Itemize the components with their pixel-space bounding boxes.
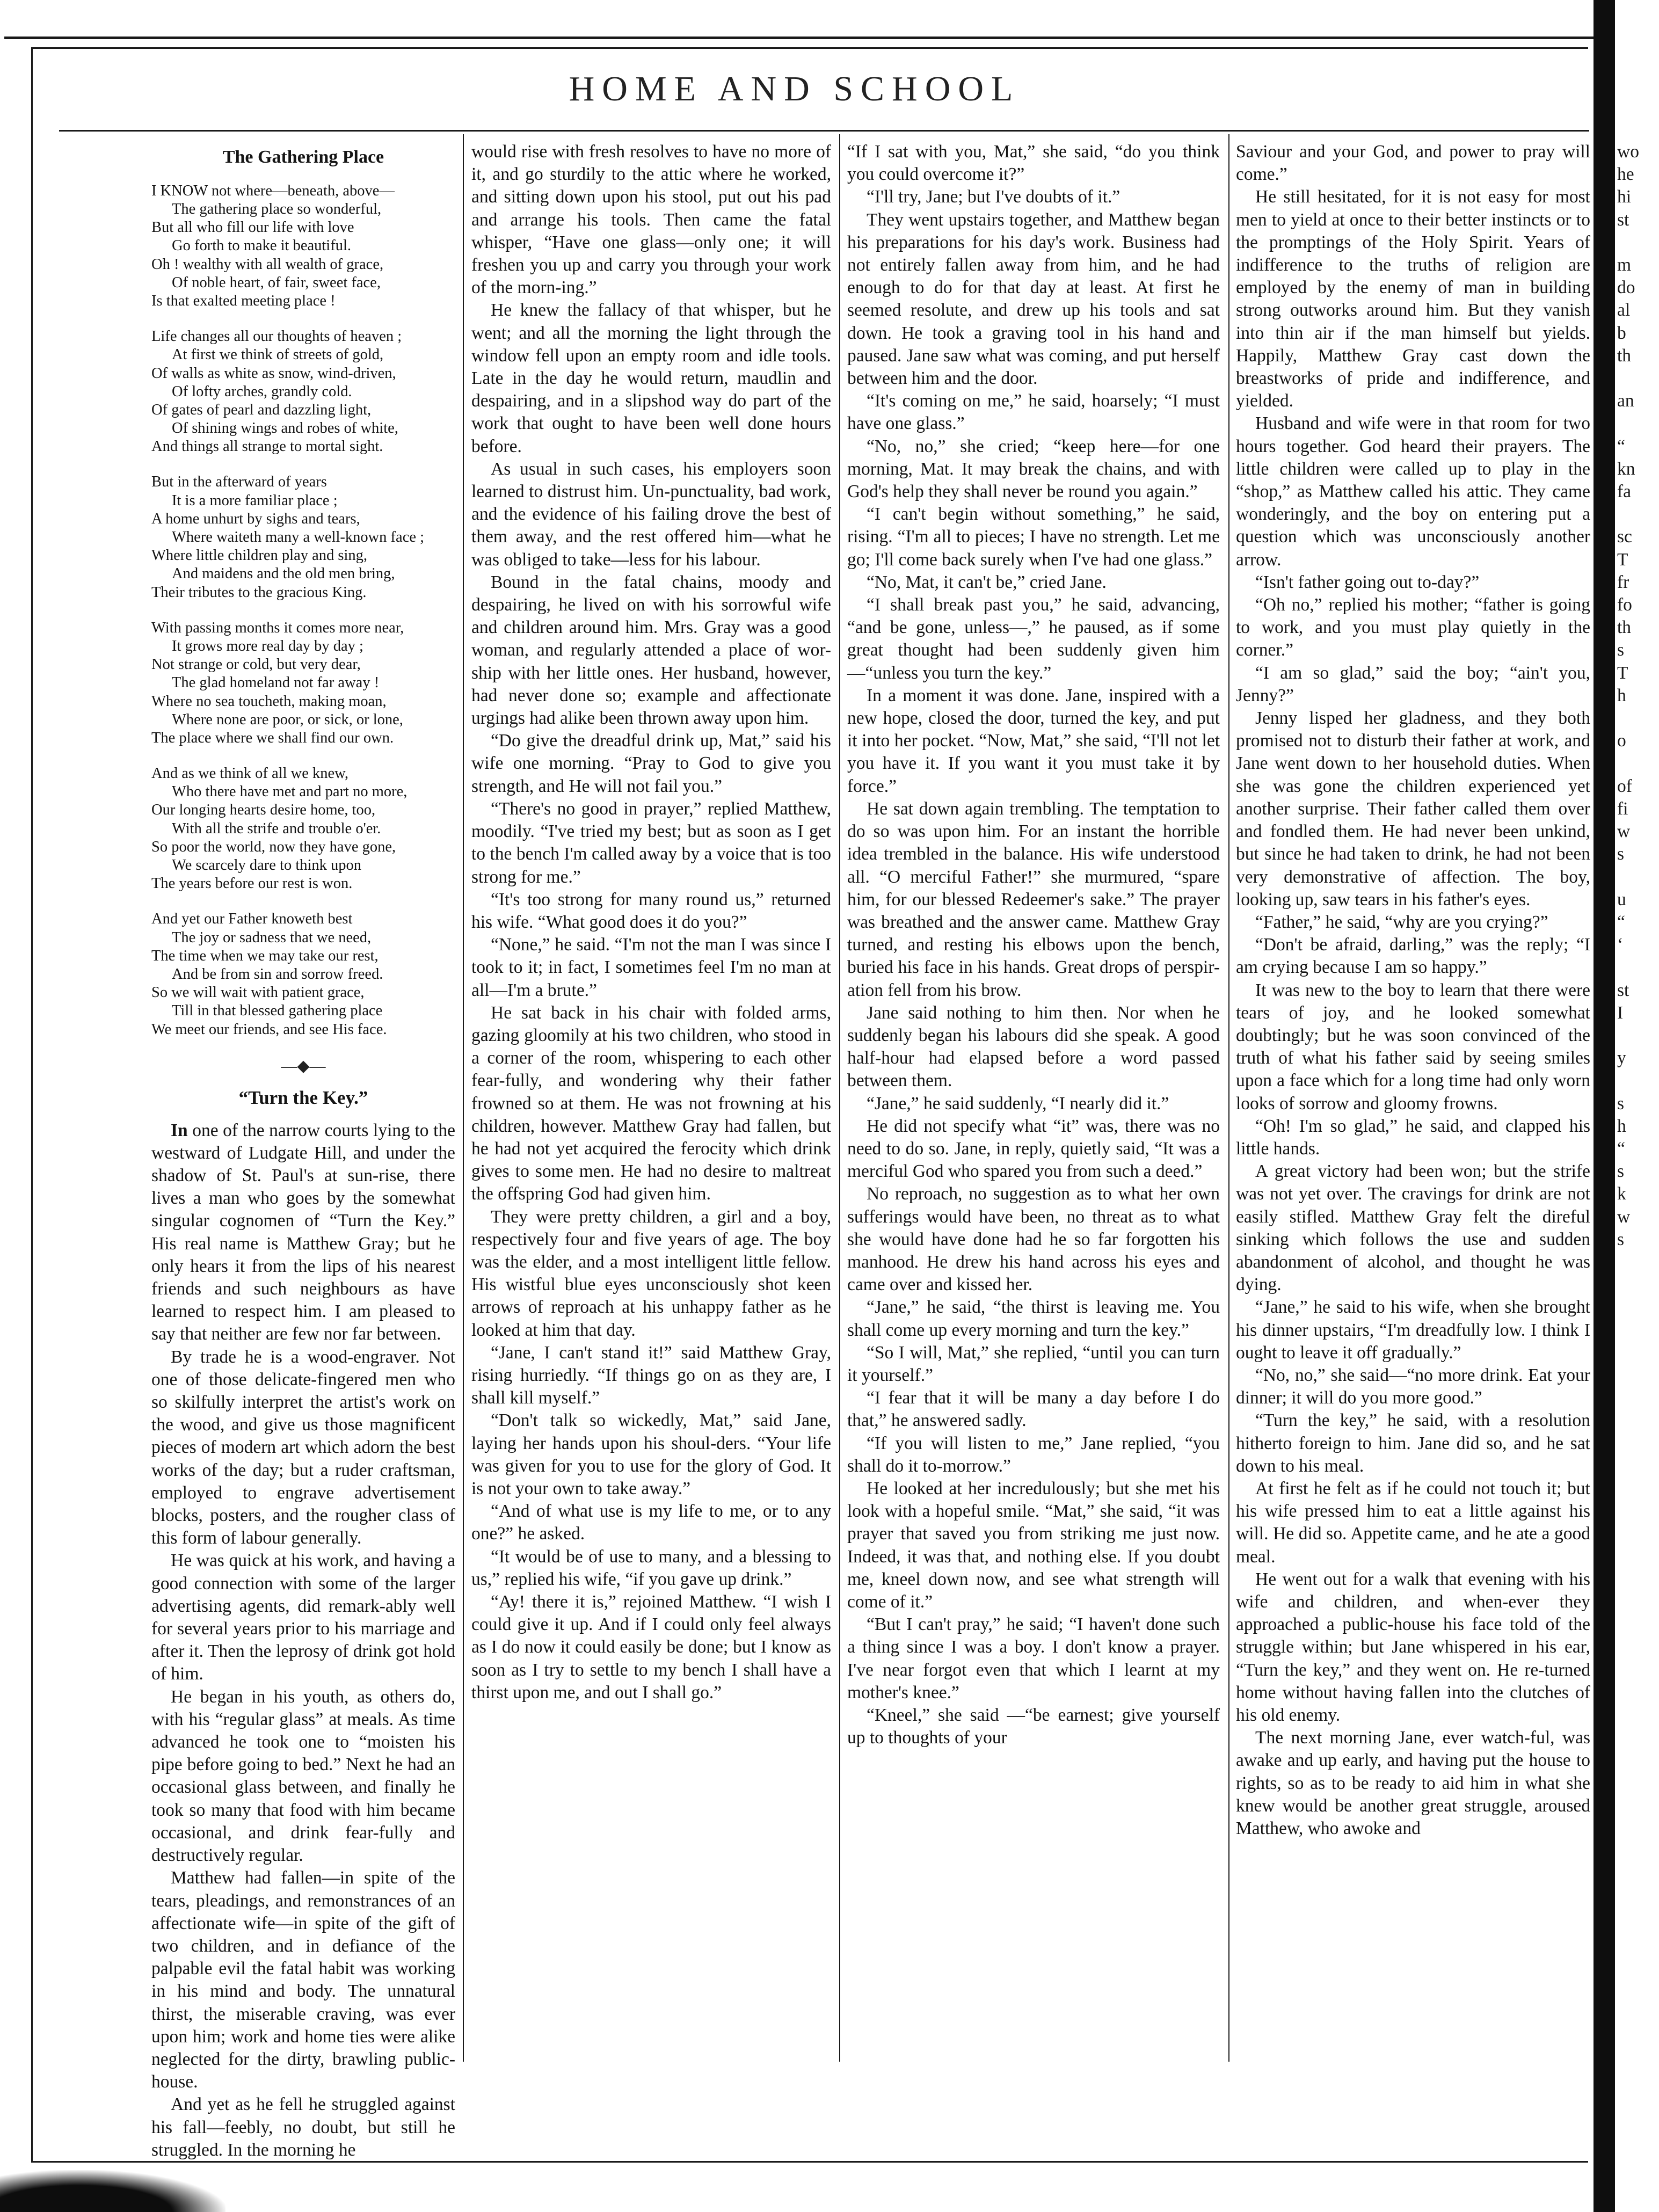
story-paragraph: “I shall break past you,” he said, advancing, “and be gone, unless—,” he paused, as if some great thought had been suddenly given him—“unless you turn the key.” — [847, 595, 1220, 683]
story-column-3 — [847, 141, 1220, 1749]
story-paragraph: would rise with fresh resolves to have no more of it, and go sturdily to the attic where he worked, and sitting down upon his stool, put out his pad and arrange his tools. Then came the fatal whisper, “Have one glass—only one; it will freshen you up and carry you through your work of the morn-ing.” — [471, 142, 831, 298]
poem-line: And as we think of all we knew, — [151, 765, 348, 782]
frame-left-rule — [31, 47, 33, 2163]
edge-fragment: h — [1617, 685, 1626, 705]
poem-line: We scarcely dare to think upon — [172, 857, 362, 874]
edge-fragment: al — [1617, 300, 1631, 321]
ink-smudge — [0, 2170, 225, 2212]
story-dropcap: In — [171, 1120, 188, 1140]
story-paragraph: “Oh! I'm so glad,” he said, and clapped his little hands. — [1236, 1116, 1590, 1159]
edge-fragment — [1617, 1069, 1659, 1092]
poem-line: A home unhurt by sighs and tears, — [151, 510, 360, 527]
story-paragraph — [151, 1119, 455, 1346]
story-paragraph: He sat back in his chair with folded arms, gazing gloomily at his two children, who stood in a corner of the room, whispering to each other fear-fully, and wondering why their father frowned so at them. He was not frowning at his children, however. Matthew Gray had fallen, but he had not yet acquired the ferocity which drink gives to some men. He had no desire to maltreat the offspring God had given him. — [471, 1002, 831, 1204]
story-paragraph: He still hesitated, for it is not easy for most men to yield at once to their better instincts or to the promptings of the Holy Spirit. Years of indifference to the truths of religion are employed by the enemy of man in building strong outworks around him. But they vanish into thin air if the man himself but yields. Happily, Matthew Gray cast down the breastworks of pride and indifference, and yielded. — [1236, 187, 1590, 411]
story-column-1 — [151, 1119, 455, 2162]
poem-line: Of lofty arches, grandly cold. — [172, 383, 352, 400]
story-paragraph: No reproach, no suggestion as to what her own sufferings would have been, no threat as to what she would have done had he so far forgotten his manhood. He drew his hand across his eyes and came over and kissed her. — [847, 1184, 1220, 1295]
edge-fragment: T — [1617, 549, 1628, 570]
story-paragraph-text: one of the narrow courts lying to the westward of Ludgate Hill, and under the shadow of St. Paul's at sun-rise, there lives a man who goes by the somewhat singular cognomen of “Turn the Key.” His real name is Matthew Gray; but he only hears it from the lips of his nearest friends and such neighbours as have learned to respect him. I am pleased to say that neither are few nor far between. — [151, 1120, 455, 1344]
poem-line: The time when we may take our rest, — [151, 947, 379, 964]
poem-line: Their tributes to the gracious King. — [151, 584, 367, 601]
edge-fragment: s — [1617, 640, 1625, 660]
poem-stanza — [151, 473, 455, 601]
adjacent-page-fragment — [1617, 141, 1659, 2057]
story-paragraph: Husband and wife were in that room for two hours together. God heard their prayers. The little children were called up to play in the “shop,” as Matthew called his attic. They came wonderingly, and the boy on entering put a question which was unconsciously another arrow. — [1236, 413, 1590, 570]
story-paragraph: He looked at her incredulously; but she met his look with a hopeful smile. “Mat,” she said, “it was prayer that saved you from striking me just now. Indeed, it was that, and nothing else. If you doubt me, kneel down now, and see what strength will come of it.” — [847, 1478, 1220, 1612]
story-paragraph: “Jane,” he said to his wife, when she brought his dinner upstairs, “I'm dreadfully low. I think I ought to leave it off gradually.” — [1236, 1297, 1590, 1363]
edge-fragment: an — [1617, 391, 1634, 411]
edge-fragment: k — [1617, 1184, 1626, 1204]
poem-line: Where waiteth many a well-known face ; — [172, 529, 425, 546]
page-gutter-shadow — [1593, 0, 1615, 2212]
story-paragraph: “It's too strong for many round us,” returned his wife. “What good does it do you?” — [471, 889, 831, 932]
story-paragraph: “No, Mat, it can't be,” cried Jane. — [867, 572, 1107, 592]
story-paragraph: He did not specify what “it” was, there was no need to do so. Jane, in reply, quietly said, “It was a merciful God who spared you from such a deed.” — [847, 1116, 1220, 1182]
poem-line: Who there have met and part no more, — [172, 783, 408, 801]
poem-line: The joy or sadness that we need, — [172, 929, 372, 946]
edge-fragment — [1617, 231, 1659, 254]
story-paragraph: He began in his youth, as others do, with his “regular glass” at meals. As time advanced he took one to “moisten his pipe before going to bed.” Next he had an occasional glass between, and finally he took so many that food with him became occasional, and drink fear-fully and destructively regular. — [151, 1686, 455, 1866]
edge-fragment: w — [1617, 821, 1631, 842]
poem-line: At first we think of streets of gold, — [172, 346, 384, 363]
story-paragraph: “It's coming on me,” he said, hoarsely; “I must have one glass.” — [847, 391, 1220, 434]
column-4 — [1236, 141, 1590, 2057]
story-paragraph: It was new to the boy to learn that there were tears of joy, and he looked somewhat doubtingly; but he was soon convinced of the truth of what his father said by seeing smiles upon a face which for a long time had only worn looks of sorrow and gloomy frowns. — [1236, 980, 1590, 1114]
edge-fragment: b — [1617, 323, 1626, 343]
story-paragraph: “None,” he said. “I'm not the man I was since I took to it; in fact, I sometimes feel I'm no man at all—I'm a brute.” — [471, 935, 831, 1000]
edge-fragment — [1617, 1024, 1659, 1047]
poem-line: Oh ! wealthy with all wealth of grace, — [151, 256, 384, 273]
poem-line: And yet our Father knoweth best — [151, 911, 353, 928]
poem-line: It is a more familiar place ; — [172, 492, 338, 509]
poem-line: The years before our rest is won. — [151, 875, 353, 892]
column-2 — [471, 141, 831, 2057]
poem-line: We meet our friends, and see His face. — [151, 1021, 387, 1038]
story-paragraph: “I fear that it will be many a day before I do that,” he answered sadly. — [847, 1388, 1220, 1431]
poem-line: Of noble heart, of fair, sweet face, — [172, 274, 381, 291]
edge-fragment: o — [1617, 731, 1626, 751]
poem-line: Where none are poor, or sick, or lone, — [172, 711, 403, 728]
story-column-4 — [1236, 141, 1590, 1840]
section-ornament: —◆— — [281, 1057, 326, 1075]
edge-fragment: s — [1617, 844, 1625, 864]
masthead-rule — [59, 130, 1589, 132]
story-paragraph: “Turn the key,” he said, with a resolution hitherto foreign to him. Jane did so, and he sat down to his meal. — [1236, 1410, 1590, 1476]
story-paragraph: “There's no good in prayer,” replied Matthew, moodily. “I've tried my best; but as soon as I get to the bench I'm called away by a voice that is too strong for me.” — [471, 798, 831, 887]
poem-line: Till in that blessed gathering place — [172, 1002, 383, 1020]
story-paragraph: “And of what use is my life to me, or to any one?” he asked. — [471, 1501, 831, 1544]
column-rule-2 — [839, 134, 840, 2062]
poem-body — [151, 182, 455, 1039]
edge-fragment — [1617, 866, 1659, 889]
story-paragraph: At first he felt as if he could not touch it; but his wife pressed him to eat a little against his will. He did so. Appetite came, and he ate a good meal. — [1236, 1478, 1590, 1567]
story-paragraph: The next morning Jane, ever watch-ful, was awake and up early, and having put the house to rights, so as to be ready to aid him in what she knew would be another great struggle, aroused Matthew, who awoke and — [1236, 1728, 1590, 1839]
edge-fragment: st — [1617, 209, 1629, 230]
top-edge-line — [4, 37, 1593, 39]
edge-fragment: u — [1617, 889, 1626, 909]
story-paragraph: “Ay! there it is,” rejoined Matthew. “I wish I could give it up. And if I could only feel always as I do now it could easily be done; but I know as soon as I try to settle to my bench I shall have a thirst upon me, and out I shall go.” — [471, 1592, 831, 1702]
story-paragraph: He was quick at his work, and having a good connection with some of the larger advertising agents, did remark-ably well for several years prior to his marriage and after it. Then the leprosy of drink got hold of him. — [151, 1551, 455, 1684]
story-paragraph: He knew the fallacy of that whisper, but he went; and all the morning the light through the window fell upon an empty room and idle tools. Late in the day he would return, maudlin and despairing, and in a slipshod way do part of the work that ought to have been well done hours before. — [471, 300, 831, 456]
poem-line: Where little children play and sing, — [151, 547, 368, 564]
edge-fragment: wo — [1617, 142, 1639, 162]
edge-fragment — [1617, 956, 1659, 979]
poem-line: Of gates of pearl and dazzling light, — [151, 401, 372, 418]
edge-fragment: s — [1617, 1093, 1625, 1114]
story-paragraph: Jane said nothing to him then. Nor when he suddenly began his labours did she speak. A good half-hour had elapsed before a word passed between them. — [847, 1002, 1220, 1091]
story-paragraph: “I am so glad,” said the boy; “ain't you, Jenny?” — [1236, 663, 1590, 705]
story-paragraph: He went out for a walk that evening with his wife and children, and when-ever they approached a public-house his face told of the struggle within; but Jane whispered in his ear, “Turn the key,” and they went on. He re-turned home without having fallen into the clutches of his old enemy. — [1236, 1569, 1590, 1726]
column-3 — [847, 141, 1220, 2057]
poem-line: Is that exalted meeting place ! — [151, 292, 336, 309]
edge-fragment: st — [1617, 980, 1629, 1000]
poem-line: With all the strife and trouble o'er. — [172, 820, 381, 837]
edge-fragment — [1617, 367, 1659, 390]
masthead-title: HOME AND SCHOOL — [569, 69, 1021, 108]
story-paragraph: “Jane,” he said suddenly, “I nearly did it.” — [867, 1093, 1169, 1114]
edge-fragment: ‘ — [1617, 935, 1624, 955]
poem-line: Where no sea toucheth, making moan, — [151, 693, 387, 710]
edge-fragment: y — [1617, 1048, 1626, 1068]
poem-stanza — [151, 328, 455, 456]
edge-fragment: he — [1617, 164, 1634, 185]
column-1 — [151, 141, 455, 2160]
edge-fragment: fo — [1617, 595, 1632, 615]
edge-fragment: fr — [1617, 572, 1629, 592]
poem-stanza — [151, 182, 455, 310]
poem-line: So we will wait with patient grace, — [151, 984, 365, 1001]
poem-line: So poor the world, now they have gone, — [151, 838, 396, 855]
story-paragraph: “Jane, I can't stand it!” said Matthew Gray, rising hurriedly. “If things go on as they are, I shall kill myself.” — [471, 1342, 831, 1408]
story-paragraph: By trade he is a wood-engraver. Not one of those delicate-fingered men who so skilfully interpret the artist's work on the wood, and give us those magnificent pieces of modern art which adorn the best works of the day; but a ruder craftsman, employed to engrave advertisement blocks, posters, and the rougher class of this form of labour generally. — [151, 1347, 455, 1548]
edge-fragment: sc — [1617, 527, 1632, 547]
story-paragraph: As usual in such cases, his employers soon learned to distrust him. Un-punctuality, bad work, and the evidence of his failing drove the best of them away, and the rest offered him—what he was obliged to take—less for his labour. — [471, 459, 831, 570]
poem-title: The Gathering Place — [222, 147, 384, 167]
edge-fragment: “ — [1617, 436, 1625, 456]
frame-top-rule — [31, 47, 1588, 49]
story-paragraph: “No, no,” she cried; “keep here—for one morning, Mat. It may break the chains, and with God's help they shall never be round you again.” — [847, 436, 1220, 502]
story-paragraph: “Kneel,” she said —“be earnest; give yourself up to thoughts of your — [847, 1705, 1220, 1748]
poem-line: And be from sin and sorrow freed. — [172, 965, 383, 983]
column-rule-3 — [1228, 134, 1229, 2062]
poem-stanza — [151, 619, 455, 747]
story-paragraph: “Jane,” he said, “the thirst is leaving me. You shall come up every morning and turn the key.” — [847, 1297, 1220, 1340]
story-paragraph: They went upstairs together, and Matthew began his preparations for his day's work. Business had not entirely fallen away from him, and he had enough to do for that day at least. At first he seemed resolute, and drew up his tools and sat down. He took a graving tool in his hand and paused. Jane saw what was coming, and put herself between him and the door. — [847, 209, 1220, 389]
story-paragraph: “If you will listen to me,” Jane replied, “you shall do it to-morrow.” — [847, 1433, 1220, 1476]
poem-line: The gathering place so wonderful, — [172, 201, 382, 218]
poem-line: I KNOW not where—beneath, above— — [151, 182, 395, 199]
poem-line: Of shining wings and robes of white, — [172, 420, 398, 437]
edge-fragment: T — [1617, 663, 1628, 683]
story-paragraph: “No, no,” she said—“no more drink. Eat your dinner; it will do you more good.” — [1236, 1365, 1590, 1408]
story-paragraph: Bound in the fatal chains, moody and despairing, he lived on with his sorrowful wife and children around him. Mrs. Gray was a good woman, and regularly attended a place of wor-ship with her little ones. Her husband, however, had never done so; example and affectionate urgings had alike been thrown away upon him. — [471, 572, 831, 729]
poem-stanza — [151, 910, 455, 1038]
edge-fragment — [1617, 503, 1659, 526]
poem-line: The place where we shall find our own. — [151, 729, 394, 746]
column-rule-1 — [463, 134, 464, 2062]
edge-fragment: fi — [1617, 798, 1628, 819]
story-paragraph: Jenny lisped her gladness, and they both promised not to disturb their father at work, and Jane went down to her household duties. When she was gone the children experienced yet another surprise. Their father called them over and fondled them. He had never been unkind, but since he had taken to drink, he had not been very demonstrative of affection. The boy, looking up, saw tears in his father's eyes. — [1236, 708, 1590, 909]
edge-fragment: kn — [1617, 459, 1635, 479]
edge-fragment: fa — [1617, 482, 1632, 502]
edge-fragment — [1617, 752, 1659, 775]
poem-line: And things all strange to mortal sight. — [151, 438, 383, 455]
poem-line: Go forth to make it beautiful. — [172, 237, 351, 254]
edge-fragment: hi — [1617, 187, 1632, 207]
story-paragraph: “Father,” he said, “why are you crying?” — [1255, 912, 1548, 932]
story-paragraph: “But I can't pray,” he said; “I haven't done such a thing since I was a boy. I don't know a prayer. I've near forgot even that which I learnt at my mother's knee.” — [847, 1614, 1220, 1702]
edge-fragment: h — [1617, 1116, 1626, 1136]
story-paragraph: “I'll try, Jane; but I've doubts of it.” — [867, 187, 1120, 207]
story-paragraph: “Don't be afraid, darling,” was the reply; “I am crying because I am so happy.” — [1236, 935, 1590, 978]
story-paragraph: “If I sat with you, Mat,” she said, “do you think you could overcome it?” — [847, 142, 1220, 185]
story-paragraph: “It would be of use to many, and a blessing to us,” replied his wife, “if you gave up drink.” — [471, 1546, 831, 1589]
story-column-2 — [471, 141, 831, 1704]
edge-fragment: m — [1617, 255, 1632, 275]
story-paragraph: Saviour and your God, and power to pray will come.” — [1236, 142, 1590, 185]
story-paragraph: They were pretty children, a girl and a boy, respectively four and five years of age. The boy was the elder, and a most intelligent little fellow. His wistful blue eyes unconsciously shot keen arrows of reproach at his unhappy father as he looked at him that day. — [471, 1206, 831, 1340]
story-paragraph: “Do give the dreadful drink up, Mat,” said his wife one morning. “Pray to God to give you strength, and He will not fail you.” — [471, 731, 831, 796]
story-paragraph: “Oh no,” replied his mother; “father is going to work, and you must play quietly in the corner.” — [1236, 595, 1590, 660]
poem-line: Of walls as white as snow, wind-driven, — [151, 365, 396, 382]
story-paragraph: And yet as he fell he struggled against his fall—feebly, no doubt, but still he struggled. In the morning he — [151, 2094, 455, 2160]
poem-line: Not strange or cold, but very dear, — [151, 656, 361, 673]
story-paragraph: In a moment it was done. Jane, inspired with a new hope, closed the door, turned the key, and put it into her pocket. “Now, Mat,” she said, “I'll not let you have it. If you want it you must take it by force.” — [847, 685, 1220, 796]
poem-line: It grows more real day by day ; — [172, 637, 363, 654]
edge-fragment: w — [1617, 1206, 1631, 1227]
story-paragraph: A great victory had been won; but the strife was not yet over. The cravings for drink are not easily stifled. Matthew Gray felt the direful sinking which follows the use and sudden abandonment of alcohol, and thought he was dying. — [1236, 1161, 1590, 1295]
story-title: “Turn the Key.” — [238, 1087, 368, 1108]
edge-fragment: “ — [1617, 1138, 1625, 1159]
story-paragraph: He sat down again trembling. The temptation to do so was upon him. For an instant the horrible idea trembled in the balance. His wife understood all. “O merciful Father!” she murmured, “spare him, for our blessed Redeemer's sake.” The prayer was breathed and the answer came. Matthew Gray turned, and resting his elbows upon the bench, buried his face in his hands. Great drops of perspir-ation fell from his brow. — [847, 798, 1220, 1000]
poem-line: Our longing hearts desire home, too, — [151, 802, 376, 819]
poem-line: With passing months it comes more near, — [151, 619, 404, 636]
story-paragraph: “I can't begin without something,” he said, rising. “I'm all to pieces; I have no strength. Let me go; I'll come back surely when I've had one glass.” — [847, 504, 1220, 570]
edge-fragment — [1617, 412, 1659, 435]
edge-fragment: do — [1617, 278, 1635, 298]
story-paragraph: “Don't talk so wickedly, Mat,” said Jane, laying her hands upon his shoul-ders. “Your life was given for you to use for the glory of God. It is not your own to take away.” — [471, 1410, 831, 1498]
poem-stanza — [151, 765, 455, 893]
edge-fragment: th — [1617, 345, 1632, 366]
poem-line: And maidens and the old men bring, — [172, 565, 395, 583]
poem-line: Life changes all our thoughts of heaven ; — [151, 328, 402, 345]
edge-fragment — [1617, 707, 1659, 730]
poem-line: But all who fill our life with love — [151, 219, 354, 236]
poem-line: But in the afterward of years — [151, 474, 327, 491]
edge-fragment: s — [1617, 1229, 1625, 1249]
story-paragraph: “So I will, Mat,” she replied, “until you can turn it yourself.” — [847, 1342, 1220, 1385]
story-paragraph: Matthew had fallen—in spite of the tears, pleadings, and remonstrances of an affectionate wife—in spite of the gift of two children, and in defiance of the palpable evil the fatal habit was working in his mind and body. The unnatural thirst, the miserable craving, was ever upon him; work and home ties were alike neglected for the dirty, brawling public-house. — [151, 1868, 455, 2092]
edge-fragment: “ — [1617, 912, 1625, 932]
edge-fragment: s — [1617, 1161, 1625, 1182]
edge-fragment: I — [1617, 1002, 1624, 1023]
story-paragraph: “Isn't father going out to-day?” — [1255, 572, 1480, 592]
edge-fragment: th — [1617, 617, 1632, 638]
poem-line: The glad homeland not far away ! — [172, 674, 380, 692]
edge-fragment: of — [1617, 776, 1632, 796]
